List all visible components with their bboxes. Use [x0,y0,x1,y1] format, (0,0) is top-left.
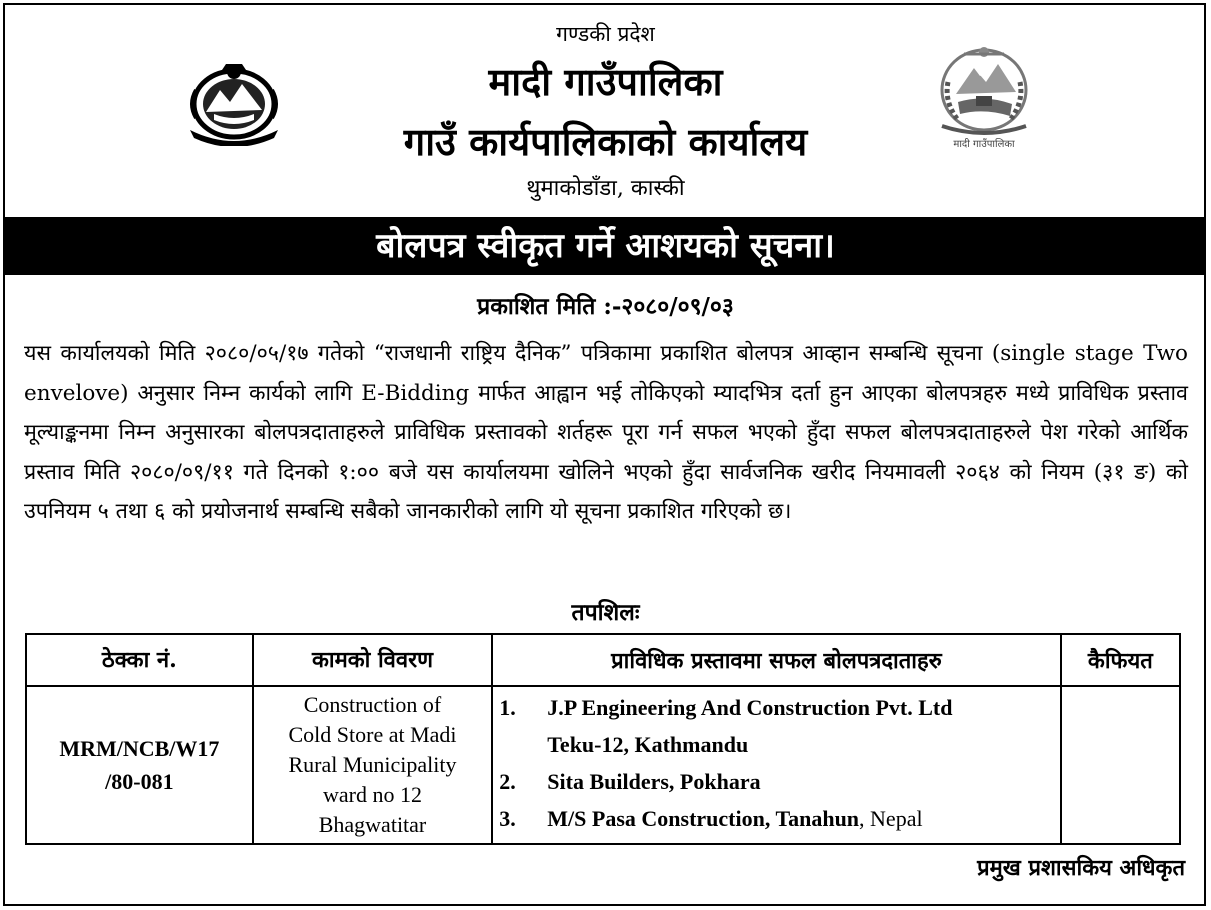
right-logo-caption: मादी गाउँपालिका [953,139,1015,150]
bidder-item [499,800,1059,837]
schedule-heading: तपशिलः [571,599,640,626]
description-line: Bhagwatitar [318,812,427,837]
notice-title-banner: बोलपत्र स्वीकृत गर्ने आशयको सूचना। [5,217,1206,275]
notice-body: यस कार्यालयको मिति २०८०/०५/१७ गतेको “राजधानी राष्ट्रिय दैनिक” पत्रिकामा प्रकाशित बोलपत्र आव्हान सम्बन्धि सूचना (single stage Two envelove) अनुसार निम्न कार्यको लागि E-Bidding मार्फत आह्वान भई तोकिएको म्यादभित्र दर्ता हुन आएका बोलपत्रहरु मध्ये प्राविधिक प्रस्ताव मूल्याङ्कनमा निम्न अनुसारका बोलपत्रदाताहरुले प्राविधिक प्रस्तावको शर्तहरू पूरा गर्न सफल भएको हुँदा सफल बोलपत्रदाताहरुले पेश गरेको आर्थिक प्रस्ताव मिति २०८०/०९/११ गते दिनको १:०० बजे यस कार्यालयमा खोलिने भएको हुँदा सार्वजनिक खरीद नियमावली २०६४ को नियम (३१ ङ) को उपनियम ५ तथा ६ को प्रयोजनार्थ सम्बन्धि सबैको जानकारीको लागि यो सूचना प्रकाशित गरिएको छ। [24,341,1188,524]
description-line: ward no 12 [323,782,422,807]
table-header-row [26,634,1180,686]
bidder-number: 1. [499,695,516,720]
bidder-number: 3. [499,806,516,831]
bidder-address: Teku-12, Kathmandu [547,732,749,757]
contract-number-cell [26,686,253,844]
table-row [26,686,1180,844]
contract-number-line1: MRM/NCB/W17 [59,736,220,761]
bidder-name: J.P Engineering And Construction Pvt. Ltd [547,695,953,720]
bid-results-table [25,633,1181,845]
description-line: Rural Municipality [288,752,457,777]
province-name: गण्डकी प्रदेश [556,22,655,46]
published-date: प्रकाशित मिति :-२०८०/०९/०३ [477,293,734,320]
successful-bidders-cell [492,686,1060,844]
bidder-name: M/S Pasa Construction, Tanahun [547,806,860,831]
bidder-country: , Nepal [859,806,923,831]
contract-number-line2: /80-081 [105,769,174,794]
bidder-item-continued [499,726,1059,763]
bidder-name: Sita Builders, Pokhara [547,769,761,794]
col-header-description: कामको विवरण [253,634,493,686]
municipality-name: मादी गाउँपालिका [488,59,723,104]
office-address: थुमाकोडाँडा, कास्की [526,176,685,201]
office-name: गाउँ कार्यपालिकाको कार्यालय [403,119,808,164]
bidder-item [499,689,1059,726]
col-header-bidders: प्राविधिक प्रस्तावमा सफल बोलपत्रदाताहरु [492,634,1060,686]
work-description-cell [253,686,493,844]
remarks-cell [1061,686,1180,844]
description-line: Construction of [303,692,442,717]
bidder-number: 2. [499,769,516,794]
signatory-title: प्रमुख प्रशासकिय अधिकृत [977,855,1185,881]
col-header-remarks: कैफियत [1061,634,1180,686]
description-line: Cold Store at Madi [288,722,457,747]
bidder-item [499,763,1059,800]
col-header-contract-no: ठेक्का नं. [26,634,253,686]
